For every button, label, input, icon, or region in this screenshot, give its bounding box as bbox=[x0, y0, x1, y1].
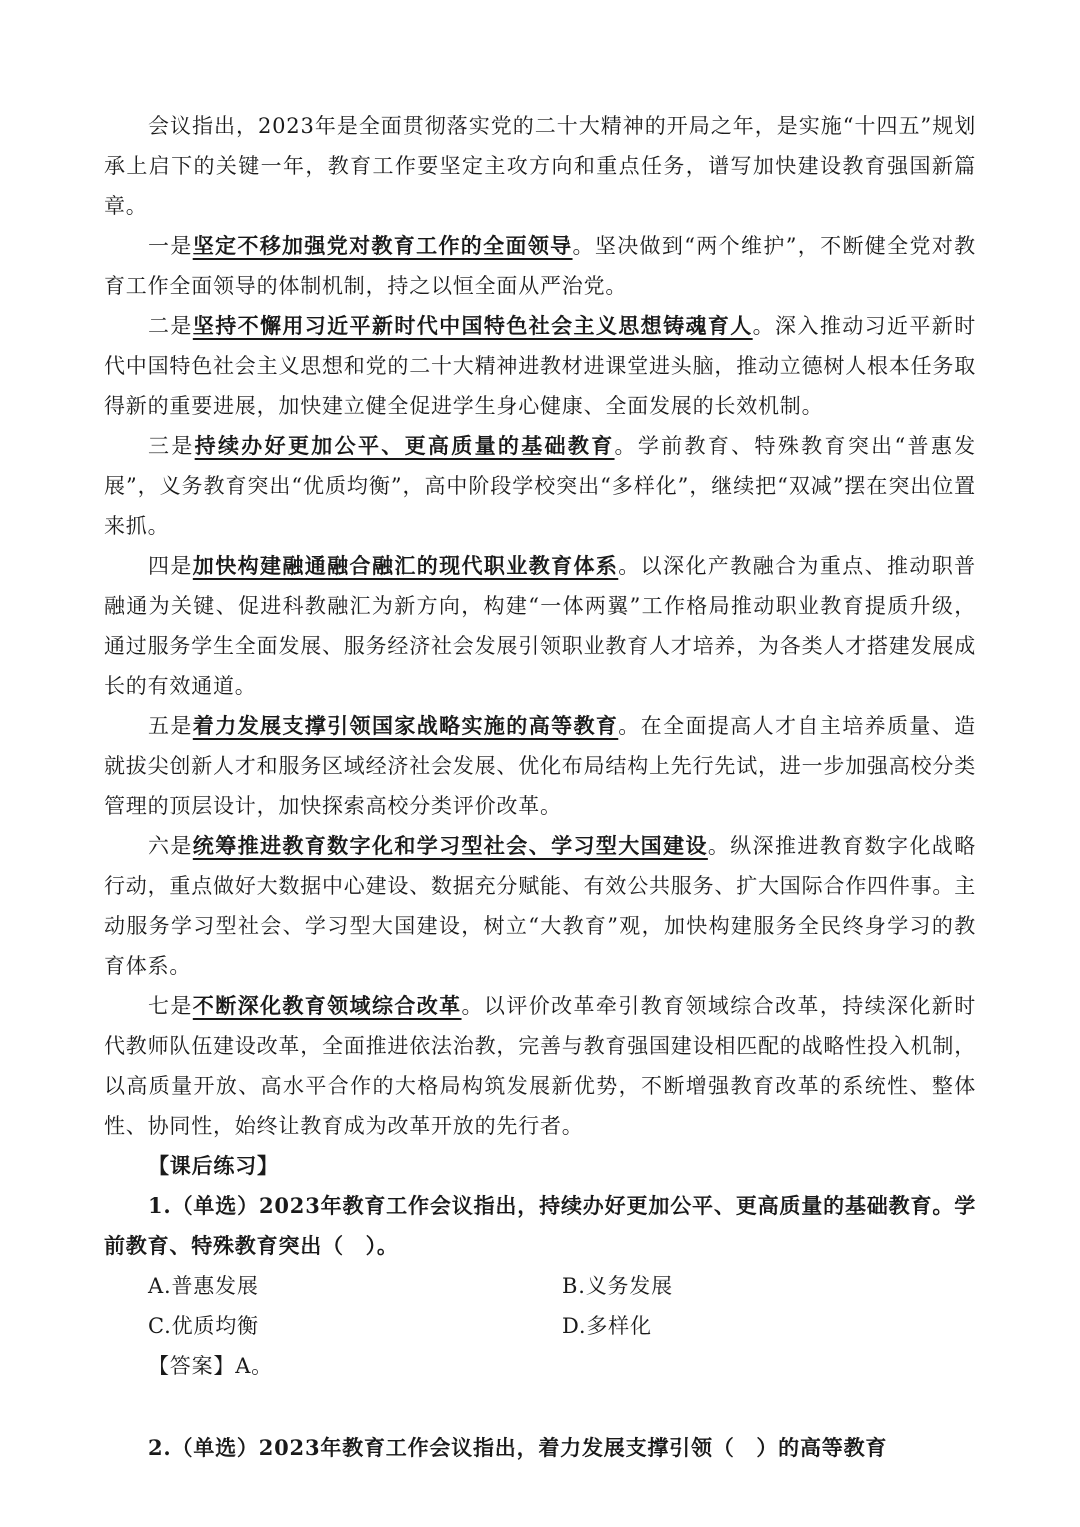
question-1: 1.（单选）2023年教育工作会议指出，持续办好更加公平、更高质量的基础教育。学前教育、特殊教育突出（ ）。 bbox=[104, 1193, 976, 1258]
intro-paragraph: 会议指出，2023年是全面贯彻落实党的二十大精神的开局之年，是实施“十四五”规划承上启下的关键一年，教育工作要坚定主攻方向和重点任务，谱写加快建设教育强国新篇章。 bbox=[104, 114, 976, 218]
option-c: C.优质均衡 bbox=[148, 1314, 259, 1338]
point-prefix: 五是 bbox=[148, 714, 193, 738]
question-1-answer: 【答案】A。 bbox=[148, 1354, 273, 1378]
point-body: 。深入推动习近平新时代中国特色社会主义思想和党的二十大精神进教材进课堂进头脑，推动立德树人根本任务取得新的重要进展，加快建立健全促进学生身心健康、全面发展的长效机制。 bbox=[104, 314, 977, 418]
option-a: A.普惠发展 bbox=[148, 1274, 259, 1298]
point-prefix: 三是 bbox=[148, 434, 195, 458]
point-body: 。在全面提高人才自主培养质量、造就拔尖创新人才和服务区域经济社会发展、优化布局结构上先行先试，进一步加强高校分类管理的顶层设计，加快探索高校分类评价改革。 bbox=[104, 714, 976, 818]
point-paragraph-5 bbox=[104, 706, 976, 826]
question-2: 2.（单选）2023年教育工作会议指出，着力发展支撑引领（ ）的高等教育 bbox=[148, 1435, 888, 1460]
question-1-options bbox=[104, 1266, 976, 1346]
point-paragraph-4 bbox=[104, 546, 976, 706]
point-title: 统筹推进教育数字化和学习型社会、学习型大国建设 bbox=[192, 833, 708, 858]
point-paragraph-1 bbox=[104, 226, 976, 306]
spacer bbox=[104, 1386, 976, 1428]
point-title: 着力发展支撑引领国家战略实施的高等教育 bbox=[192, 713, 619, 738]
point-prefix: 一是 bbox=[148, 234, 193, 258]
option-b: B.义务发展 bbox=[562, 1274, 673, 1298]
point-paragraph-7 bbox=[104, 986, 976, 1146]
point-body: 。学前教育、特殊教育突出“普惠发展”，义务教育突出“优质均衡”，高中阶段学校突出“多样化”，继续把“双减”摆在突出位置来抓。 bbox=[104, 434, 976, 538]
point-prefix: 二是 bbox=[148, 314, 193, 338]
point-paragraph-6 bbox=[104, 826, 976, 986]
point-prefix: 七是 bbox=[148, 994, 193, 1018]
point-body: 。坚决做到“两个维护”，不断健全党对教育工作全面领导的体制机制，持之以恒全面从严治党。 bbox=[104, 234, 976, 298]
point-prefix: 四是 bbox=[148, 554, 193, 578]
point-paragraph-3 bbox=[104, 426, 976, 546]
exercise-heading: 【课后练习】 bbox=[148, 1153, 279, 1178]
point-title: 坚持不懈用习近平新时代中国特色社会主义思想铸魂育人 bbox=[192, 313, 753, 338]
point-body: 。以深化产教融合为重点、推动职普融通为关键、促进科教融汇为新方向，构建“一体两翼”工作格局推动职业教育提质升级，通过服务学生全面发展、服务经济社会发展引领职业教育人才培养，为各类人才搭建发展成长的有效通道。 bbox=[104, 554, 976, 698]
point-body: 。纵深推进教育数字化战略行动，重点做好大数据中心建设、数据充分赋能、有效公共服务、扩大国际合作四件事。主动服务学习型社会、学习型大国建设，树立“大教育”观，加快构建服务全民终身学习的教育体系。 bbox=[104, 834, 976, 978]
document-page bbox=[104, 106, 976, 1468]
point-title: 持续办好更加公平、更高质量的基础教育 bbox=[194, 433, 615, 458]
point-title: 坚定不移加强党对教育工作的全面领导 bbox=[192, 233, 573, 258]
point-title: 加快构建融通融合融汇的现代职业教育体系 bbox=[192, 553, 619, 578]
point-prefix: 六是 bbox=[148, 834, 193, 858]
option-d: D.多样化 bbox=[562, 1314, 652, 1338]
point-body: 。以评价改革牵引教育领域综合改革，持续深化新时代教师队伍建设改革，全面推进依法治教，完善与教育强国建设相匹配的战略性投入机制，以高质量开放、高水平合作的大格局构筑发展新优势，不断增强教育改革的系统性、整体性、协同性，始终让教育成为改革开放的先行者。 bbox=[104, 994, 976, 1138]
point-paragraph-2 bbox=[104, 306, 976, 426]
point-title: 不断深化教育领域综合改革 bbox=[192, 993, 462, 1018]
